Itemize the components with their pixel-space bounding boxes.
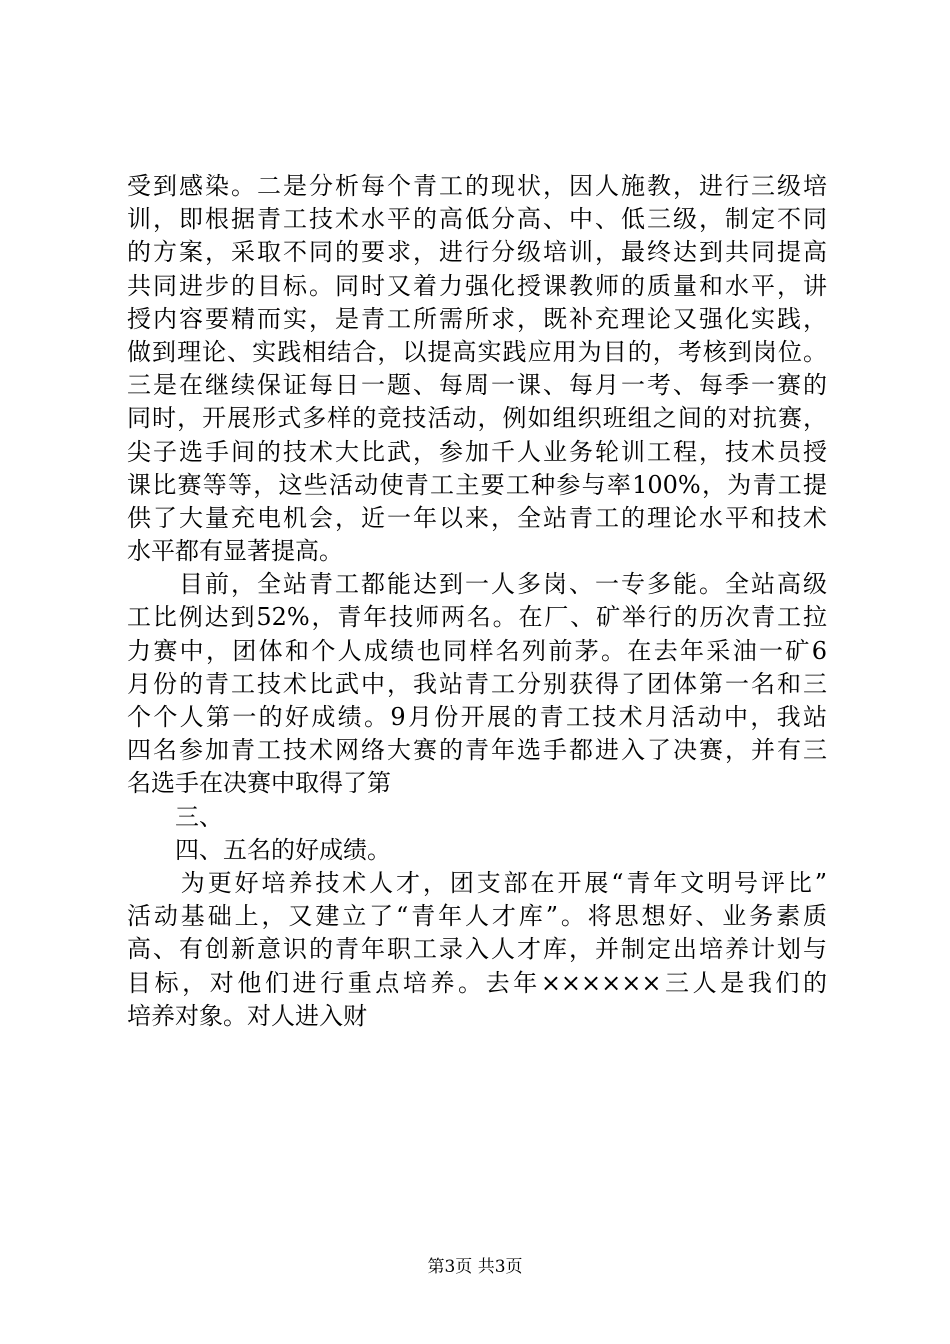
text-line: 尖子选手间的技术大比武，参加千人业务轮训工程，技术员授 bbox=[127, 437, 827, 466]
text-line: 供了大量充电机会，近一年以来，全站青工的理论水平和技术 bbox=[127, 503, 827, 532]
text-line: 名选手在决赛中取得了第 bbox=[127, 769, 391, 798]
text-line: 四、五名的好成绩。 bbox=[127, 835, 391, 864]
text-line: 课比赛等等，这些活动使青工主要工种参与率100%，为青工提 bbox=[127, 470, 827, 499]
text-line: 个个人第一的好成绩。9月份开展的青工技术月活动中，我站 bbox=[127, 703, 827, 731]
text-line: 力赛中，团体和个人成绩也同样名列前茅。在去年采油一矿6 bbox=[127, 636, 827, 665]
text-line: 训，即根据青工技术水平的高低分高、中、低三级，制定不同 bbox=[127, 205, 827, 234]
text-line: 工比例达到52%，青年技师两名。在厂、矿举行的历次青工拉 bbox=[127, 603, 827, 632]
text-line: 受到感染。二是分析每个青工的现状，因人施教，进行三级培 bbox=[127, 172, 827, 200]
text-line: 共同进步的目标。同时又着力强化授课教师的质量和水平，讲 bbox=[127, 271, 827, 300]
text-line: 同时，开展形式多样的竞技活动，例如组织班组之间的对抗赛， bbox=[127, 404, 827, 433]
text-line: 水平都有显著提高。 bbox=[127, 537, 343, 566]
text-line: 高、有创新意识的青年职工录入人才库，并制定出培养计划与 bbox=[127, 935, 827, 964]
text-line: 的方案，采取不同的要求，进行分级培训，最终达到共同提高 bbox=[127, 238, 827, 267]
text-line: 四名参加青工技术网络大赛的青年选手都进入了决赛，并有三 bbox=[127, 736, 827, 765]
text-line: 授内容要精而实，是青工所需所求，既补充理论又强化实践， bbox=[127, 304, 827, 333]
text-line: 三、 bbox=[127, 802, 223, 831]
document-body bbox=[127, 170, 827, 1033]
text-line: 为更好培养技术人才，团支部在开展“青年文明号评比” bbox=[127, 868, 827, 897]
page-footer: 第3页 共3页 bbox=[427, 1257, 523, 1277]
text-line: 培养对象。对人进入财 bbox=[127, 1001, 367, 1030]
text-line: 月份的青工技术比武中，我站青工分别获得了团体第一名和三 bbox=[127, 669, 827, 698]
text-line: 目前，全站青工都能达到一人多岗、一专多能。全站高级 bbox=[127, 570, 827, 599]
text-line: 做到理论、实践相结合，以提高实践应用为目的，考核到岗位。 bbox=[127, 337, 827, 366]
text-line: 目标，对他们进行重点培养。去年××××××三人是我们的 bbox=[127, 968, 827, 997]
text-line: 三是在继续保证每日一题、每周一课、每月一考、每季一赛的 bbox=[127, 371, 827, 400]
text-line: 活动基础上，又建立了“青年人才库”。将思想好、业务素质 bbox=[127, 902, 827, 931]
